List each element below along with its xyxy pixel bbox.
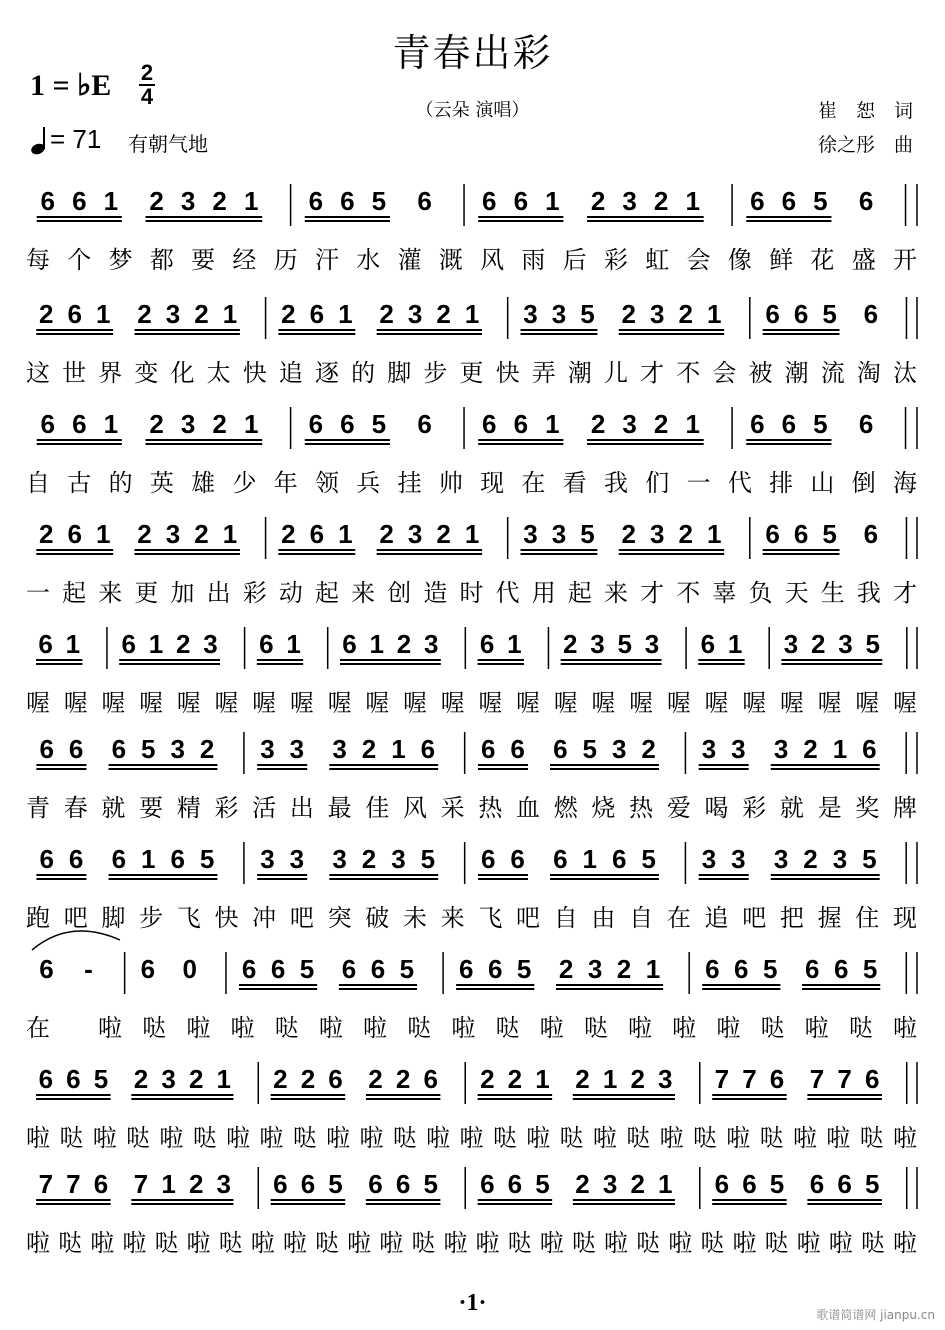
note: 2 (149, 409, 164, 439)
note: 6 (862, 734, 877, 764)
note: 1 (95, 299, 111, 329)
note: 6 (39, 844, 54, 874)
note: 2 (176, 629, 191, 659)
note: 6 (420, 734, 436, 764)
note: 6 (259, 629, 274, 659)
note: 3 (731, 734, 746, 764)
note: 2 (480, 1064, 495, 1094)
note: 3 (332, 844, 347, 874)
note: 7 (133, 1169, 149, 1199)
note: 2 (212, 409, 227, 439)
note: 6 (40, 186, 56, 216)
note: 3 (216, 1169, 232, 1199)
note: 3 (407, 519, 423, 549)
note: 6 (837, 1169, 852, 1199)
note: 2 (678, 519, 693, 549)
note: 1 (706, 299, 722, 329)
note: 6 (68, 734, 84, 764)
note: 2 (803, 844, 818, 874)
note: 5 (763, 954, 778, 984)
note: 3 (165, 299, 181, 329)
note: 5 (813, 186, 828, 216)
note: 2 (137, 299, 152, 329)
note: 6 (793, 299, 809, 329)
note: 1 (464, 519, 480, 549)
note: 1 (727, 629, 743, 659)
note: 3 (523, 519, 538, 549)
note: 6 (482, 186, 497, 216)
note: 2 (300, 1064, 316, 1094)
note: 2 (630, 1064, 645, 1094)
note: 6 (340, 409, 355, 439)
note: 3 (622, 186, 637, 216)
note: 6 (734, 954, 749, 984)
note: 5 (862, 844, 877, 874)
note: 2 (188, 1169, 204, 1199)
note: 6 (479, 629, 495, 659)
note: 6 (750, 186, 765, 216)
note: 6 (38, 1064, 54, 1094)
note: 5 (862, 954, 878, 984)
note: 2 (436, 519, 451, 549)
note: 6 (513, 186, 529, 216)
note: 2 (616, 954, 632, 984)
note: 6 (863, 519, 879, 549)
note: 3 (165, 519, 181, 549)
note: 2 (803, 734, 818, 764)
note: 5 (516, 954, 532, 984)
note: 5 (813, 409, 828, 439)
note: 5 (641, 844, 656, 874)
note: 6 (273, 1169, 288, 1199)
note: 1 (243, 186, 259, 216)
note: 6 (480, 734, 496, 764)
note: 5 (617, 629, 632, 659)
note: 2 (575, 1169, 590, 1199)
note: 3 (783, 629, 799, 659)
note: 1 (95, 519, 111, 549)
note: 2 (281, 299, 296, 329)
tempo-value: = 71 (50, 124, 102, 154)
note: - (84, 954, 93, 984)
note: 2 (133, 1064, 149, 1094)
note: 6 (111, 844, 127, 874)
note: 1 (222, 299, 238, 329)
note: 6 (308, 186, 324, 216)
note: 6 (480, 1169, 495, 1199)
note: 1 (832, 734, 848, 764)
page-number: ·1· (458, 1290, 487, 1316)
note: 5 (769, 1169, 785, 1199)
note: 1 (582, 844, 597, 874)
note: 1 (545, 409, 560, 439)
note: 2 (590, 409, 606, 439)
note: 6 (93, 1169, 109, 1199)
note: 6 (121, 629, 136, 659)
note: 5 (93, 1064, 109, 1094)
note: 1 (103, 186, 119, 216)
note: 1 (161, 1169, 176, 1199)
note: 5 (822, 519, 837, 549)
note: 7 (714, 1064, 730, 1094)
note: 5 (199, 844, 215, 874)
note: 1 (65, 629, 81, 659)
lyricist-credit: 崔 恕 词 (817, 100, 913, 122)
composer-credit: 徐之彤 曲 (817, 134, 913, 156)
note: 6 (67, 519, 82, 549)
note: 3 (701, 844, 717, 874)
note: 6 (40, 409, 56, 439)
note: 3 (649, 519, 665, 549)
note: 6 (553, 734, 568, 764)
note: 5 (399, 954, 415, 984)
note: 3 (289, 844, 305, 874)
note: 5 (371, 186, 387, 216)
note: 6 (705, 954, 720, 984)
note: 5 (328, 1169, 343, 1199)
note: 3 (161, 1064, 176, 1094)
lyric-line: 一起来更加出彩动起来创造时代用起来才不辜负天生我才 (26, 579, 917, 607)
note: 6 (66, 1064, 81, 1094)
note: 6 (72, 409, 87, 439)
note: 1 (391, 734, 406, 764)
note: 2 (194, 299, 209, 329)
note: 1 (507, 629, 522, 659)
note: 6 (111, 734, 127, 764)
note: 6 (510, 734, 525, 764)
note: 2 (199, 734, 215, 764)
note: 2 (194, 519, 209, 549)
note: 6 (809, 1169, 825, 1199)
note: 2 (137, 519, 152, 549)
note: 6 (341, 954, 357, 984)
note: 6 (417, 186, 432, 216)
note: 3 (424, 629, 439, 659)
note: 6 (370, 954, 386, 984)
note: 3 (590, 629, 605, 659)
note: 3 (649, 299, 665, 329)
note: 2 (558, 954, 574, 984)
note: 6 (750, 409, 765, 439)
singer-credit: （云朵 演唱） (415, 100, 530, 121)
note: 6 (487, 954, 503, 984)
lyric-line: 啦哒啦哒啦哒啦啦哒啦啦哒啦啦哒啦哒啦哒啦哒啦哒啦啦哒啦 (26, 1124, 918, 1152)
note: 6 (459, 954, 474, 984)
note: 2 (281, 519, 296, 549)
note: 6 (309, 299, 325, 329)
note: 6 (417, 409, 432, 439)
note: 2 (630, 1169, 645, 1199)
note: 5 (865, 629, 880, 659)
note: 2 (575, 1064, 590, 1094)
note: 6 (38, 629, 53, 659)
time-signature-top: 2 (140, 60, 154, 85)
note: 3 (773, 734, 789, 764)
note: 6 (510, 844, 525, 874)
note: 5 (420, 844, 436, 874)
lyric-line: 喔喔喔喔喔喔喔喔喔喔喔喔喔喔喔喔喔喔喔喔喔喔喔喔 (26, 689, 917, 717)
note: 3 (260, 844, 275, 874)
note: 7 (38, 1169, 54, 1199)
note: 7 (809, 1064, 825, 1094)
note: 3 (289, 734, 305, 764)
note: 2 (379, 299, 394, 329)
note: 5 (580, 519, 595, 549)
note: 6 (765, 519, 780, 549)
note: 6 (769, 1064, 785, 1094)
note: 6 (39, 734, 54, 764)
note: 6 (858, 409, 874, 439)
note: 6 (395, 1169, 411, 1199)
note: 6 (507, 1169, 523, 1199)
note: 2 (361, 844, 377, 874)
note: 6 (482, 409, 497, 439)
note: 6 (611, 844, 627, 874)
note: 5 (582, 734, 597, 764)
note: 2 (590, 186, 606, 216)
note: 2 (678, 299, 693, 329)
note: 3 (587, 954, 603, 984)
note: 6 (423, 1064, 438, 1094)
note: 3 (731, 844, 746, 874)
note: 6 (765, 299, 780, 329)
expression-mark: 有朝气地 (128, 132, 208, 156)
note: 6 (67, 299, 82, 329)
song-title: 青春出彩 (392, 31, 553, 75)
note: 6 (781, 409, 797, 439)
note: 3 (773, 844, 789, 874)
lyric-line: 啦哒啦啦哒啦哒啦啦哒啦啦哒啦啦哒啦哒啦哒啦哒啦哒啦啦哒啦 (26, 1229, 918, 1257)
note: 1 (338, 299, 353, 329)
note: 3 (170, 734, 185, 764)
note: 5 (299, 954, 315, 984)
note: 2 (653, 409, 669, 439)
note: 6 (72, 186, 87, 216)
note: 1 (602, 1064, 618, 1094)
note: 1 (658, 1169, 673, 1199)
note: 3 (260, 734, 275, 764)
lyric-line: 青春就要精彩活出最佳风采热血燃烧热爱喝彩就是奖牌 (26, 794, 917, 822)
lyric-line: 这世界变化太快追逐的脚步更快弄潮儿才不会被潮流淘汰 (26, 359, 917, 387)
note: 3 (611, 734, 627, 764)
note: 3 (701, 734, 717, 764)
note: 2 (212, 186, 227, 216)
note: 3 (658, 1064, 673, 1094)
note: 3 (180, 186, 196, 216)
note: 2 (395, 1064, 411, 1094)
note: 7 (742, 1064, 757, 1094)
note: 6 (140, 954, 156, 984)
watermark: 歌谱简谱网 jianpu.cn (816, 1308, 935, 1322)
note: 3 (602, 1169, 618, 1199)
note: 6 (309, 519, 325, 549)
note: 6 (742, 1169, 757, 1199)
note: 6 (781, 186, 797, 216)
note: 7 (837, 1064, 852, 1094)
note: 6 (328, 1064, 343, 1094)
note: 2 (563, 629, 578, 659)
lyric-line: 自古的英雄少年领兵挂帅现在看我们一代排山倒海 (26, 469, 917, 497)
note: 2 (653, 186, 669, 216)
note: 6 (342, 629, 357, 659)
note: 2 (379, 519, 394, 549)
note: 1 (216, 1064, 232, 1094)
note: 5 (864, 1169, 880, 1199)
note: 6 (513, 409, 529, 439)
key-signature: 1 = ♭E (30, 69, 112, 102)
lyric-line: 每个梦都要经历汗水灌溉风雨后彩虹会像鲜花盛开 (26, 246, 917, 274)
note: 6 (700, 629, 716, 659)
note: 6 (864, 1064, 880, 1094)
note: 5 (141, 734, 156, 764)
note: 3 (838, 629, 853, 659)
note: 2 (39, 299, 54, 329)
note: 3 (203, 629, 218, 659)
note: 1 (464, 299, 480, 329)
note: 5 (423, 1169, 438, 1199)
note: 3 (407, 299, 423, 329)
note: 6 (714, 1169, 730, 1199)
note: 2 (507, 1064, 523, 1094)
note: 2 (436, 299, 451, 329)
lyric-line: 在 啦哒啦啦哒啦啦哒啦哒啦哒啦啦啦哒啦哒啦 (26, 1014, 917, 1042)
note: 3 (332, 734, 347, 764)
note: 1 (222, 519, 238, 549)
note: 1 (685, 409, 700, 439)
note: 3 (391, 844, 406, 874)
note: 6 (308, 409, 324, 439)
tie-curve (32, 931, 120, 950)
time-signature-bottom: 4 (140, 84, 154, 109)
note: 6 (68, 844, 84, 874)
note: 7 (66, 1169, 81, 1199)
note: 2 (641, 734, 656, 764)
note: 6 (300, 1169, 316, 1199)
note: 6 (858, 186, 874, 216)
note: 2 (811, 629, 826, 659)
note: 1 (645, 954, 661, 984)
note: 6 (553, 844, 568, 874)
note: 3 (551, 299, 567, 329)
note: 3 (832, 844, 848, 874)
note: 2 (396, 629, 412, 659)
note: 2 (361, 734, 377, 764)
note: 6 (39, 954, 54, 984)
note: 1 (685, 186, 700, 216)
note: 2 (39, 519, 54, 549)
note: 6 (480, 844, 496, 874)
note: 3 (644, 629, 660, 659)
note: 1 (103, 409, 119, 439)
note: 6 (368, 1169, 383, 1199)
note: 2 (273, 1064, 288, 1094)
note: 3 (180, 409, 196, 439)
note: 2 (621, 519, 636, 549)
note: 0 (182, 954, 198, 984)
note: 1 (535, 1064, 550, 1094)
note: 6 (170, 844, 185, 874)
note: 5 (822, 299, 837, 329)
note: 6 (340, 186, 355, 216)
note: 1 (369, 629, 384, 659)
note: 2 (188, 1064, 204, 1094)
note: 2 (149, 186, 164, 216)
note: 5 (580, 299, 595, 329)
note: 3 (551, 519, 567, 549)
note: 5 (535, 1169, 550, 1199)
note: 1 (706, 519, 722, 549)
note: 6 (833, 954, 849, 984)
note: 1 (286, 629, 301, 659)
note: 3 (622, 409, 637, 439)
note: 6 (804, 954, 820, 984)
note: 2 (368, 1064, 383, 1094)
note: 1 (141, 844, 156, 874)
note: 3 (523, 299, 538, 329)
note: 6 (863, 299, 879, 329)
note: 1 (148, 629, 164, 659)
note: 5 (371, 409, 387, 439)
note: 6 (241, 954, 257, 984)
note: 1 (545, 186, 560, 216)
note: 6 (793, 519, 809, 549)
note: 1 (338, 519, 353, 549)
note: 6 (270, 954, 286, 984)
lyric-line: 跑吧脚步飞快冲吧突破未来飞吧自由自在追吧把握住现 (26, 904, 917, 932)
note: 2 (621, 299, 636, 329)
note: 1 (243, 409, 259, 439)
